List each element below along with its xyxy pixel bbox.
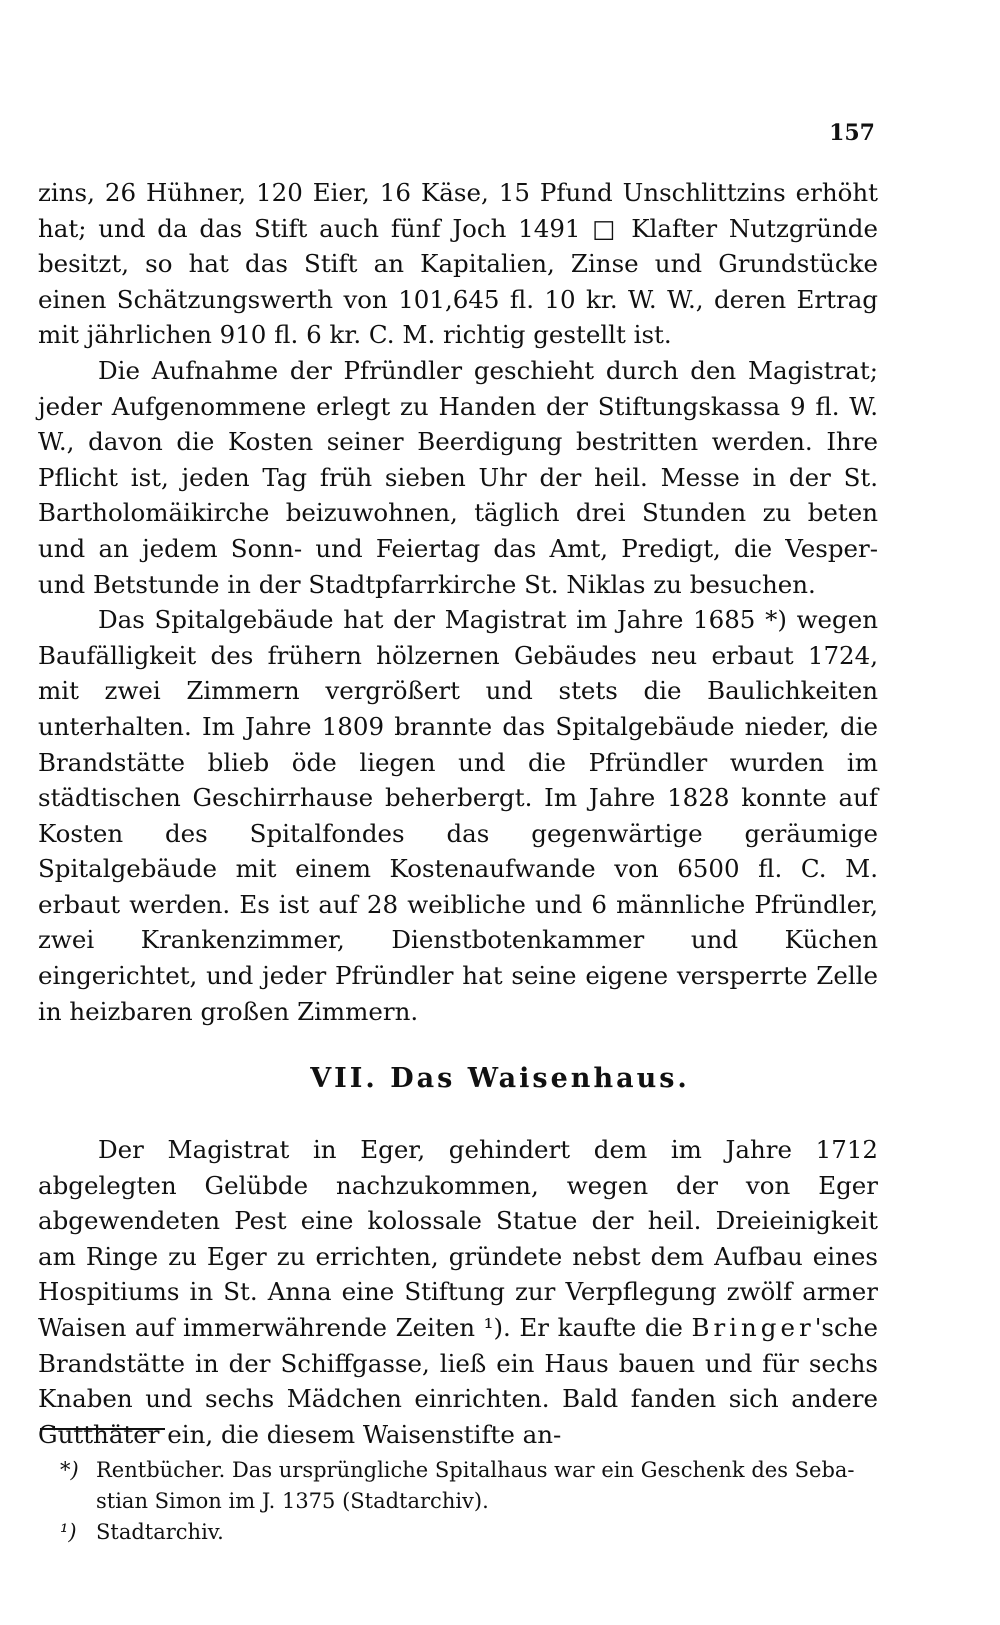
spaced-name-bringer: Bringer (691, 1312, 815, 1342)
footnote-1-continuation: stian Simon im J. 1375 (Stadtarchiv). (96, 1489, 489, 1513)
footnote-2-mark: ¹) (60, 1520, 77, 1544)
text-block-lower (38, 1132, 878, 1452)
paragraph-admission: Die Aufnahme der Pfründler geschieht durch den Magistrat; jeder Aufgenommene erlegt zu Handen der Stiftungskassa 9 fl. W. W., davon die Kosten seiner Beerdigung bestritten werden. Ihre Pflicht ist, jeden Tag früh sieben Uhr der heil. Messe in der St. Bartholomäikirche beizuwohnen, täglich drei Stunden zu beten und an jedem Sonn- und Feiertag das Amt, Predigt, die Vesper- und Betstunde in der Stadtpfarrkirche St. Niklas zu besuchen. (38, 355, 878, 599)
paragraph-orphanage (38, 1132, 878, 1452)
paragraph-endowment: zins, 26 Hühner, 120 Eier, 16 Käse, 15 Pfund Unschlittzins erhöht hat; und da das Stift auch fünf Joch 1491 □ Klafter Nutzgründe besitzt, so hat das Stift an Kapitalien, Zinse und Grundstücke einen Schätzungswerth von 101,645 fl. 10 kr. W. W., deren Ertrag mit jährlichen 910 fl. 6 kr. C. M. richtig gestellt ist. (38, 178, 878, 350)
page-number: 157 (829, 120, 875, 146)
footnotes (60, 1455, 880, 1548)
section-heading: VII. Das Waisenhaus. (310, 1063, 690, 1094)
footnote-2-text: Stadtarchiv. (96, 1520, 224, 1544)
footnote-divider (40, 1428, 165, 1430)
paragraph-orphanage-part1: Der Magistrat in Eger, gehindert dem im Jahre 1712 abgelegten Gelübde nachzukommen, wegen der von Eger abgewendeten Pest eine kolossale Statue der heil. Dreieinigkeit am Ringe zu Eger zu errichten, gründete nebst dem Aufbau eines Hospitiums in St. Anna eine Stiftung zur Verpflegung zwölf armer Waisen auf immerwährende Zeiten ¹). Er kaufte die (38, 1135, 878, 1342)
footnote-2 (60, 1517, 880, 1548)
paragraph-orphanage-part2: 'sche Brandstätte in der Schiffgasse, ließ ein Haus bauen und für sechs Knaben und sechs Mädchen einrichten. Bald fanden sich andere Gutthäter ein, die diesem Waisenstifte an- (38, 1312, 878, 1449)
footnote-1 (60, 1455, 880, 1486)
footnote-1-text-a: Rentbücher. Das ursprüngliche Spitalhaus war ein Geschenk des Seba- (96, 1458, 855, 1482)
paragraph-hospital-building: Das Spitalgebäude hat der Magistrat im Jahre 1685 *) wegen Baufälligkeit des frühern hölzernen Gebäudes neu erbaut 1724, mit zwei Zimmern vergrößert und stets die Baulichkeiten unterhalten. Im Jahre 1809 brannte das Spitalgebäude nieder, die Brandstätte blieb öde liegen und die Pfründler wurden im städtischen Geschirrhause beherbergt. Im Jahre 1828 konnte auf Kosten des Spitalfondes das gegenwärtige geräumige Spitalgebäude mit einem Kostenaufwande von 6500 fl. C. M. erbaut werden. Es ist auf 28 weibliche und 6 männliche Pfründler, zwei Krankenzimmer, Dienstbotenkammer und Küchen eingerichtet, und jeder Pfründler hat seine eigene versperrte Zelle in heizbaren großen Zimmern. (38, 605, 878, 1026)
text-block-upper (38, 175, 878, 1029)
footnote-1-mark: *) (60, 1458, 79, 1482)
